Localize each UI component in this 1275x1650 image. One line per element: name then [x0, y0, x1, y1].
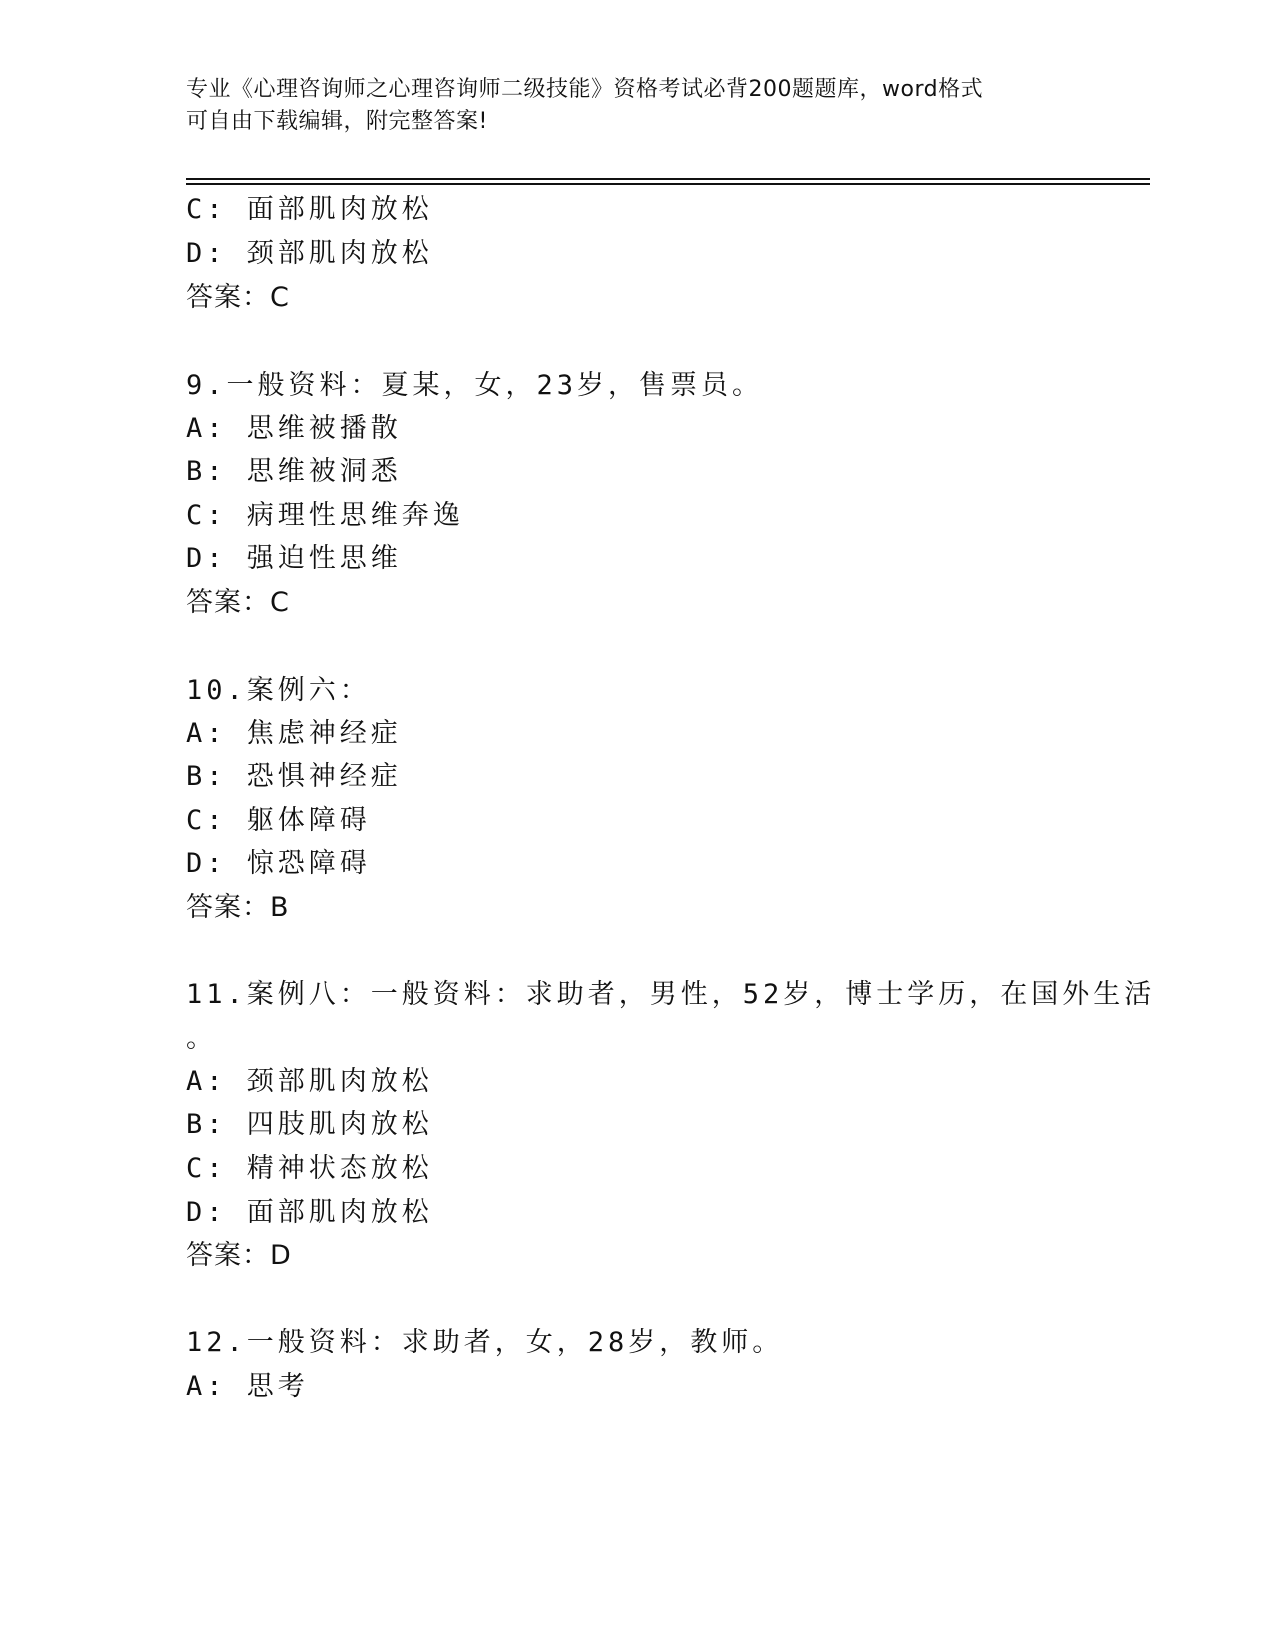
option-label: D: — [186, 1197, 227, 1228]
option-label: B: — [186, 761, 227, 792]
question-stem: 10.案例六： — [186, 675, 371, 706]
option-label: D: — [186, 848, 227, 879]
option-row — [186, 1364, 309, 1403]
question-stem: 12.一般资料：求助者，女，28岁，教师。 — [186, 1327, 784, 1358]
option-text: 思维被洞悉 — [246, 456, 402, 487]
option-row — [186, 1190, 433, 1229]
option-row — [186, 1102, 433, 1141]
option-text: 颈部肌肉放松 — [246, 238, 433, 269]
option-row — [186, 754, 402, 793]
option-label: B: — [186, 456, 227, 487]
option-text: 强迫性思维 — [246, 543, 402, 574]
option-text: 思维被播散 — [246, 413, 402, 444]
header-line-1: 专业《心理咨询师之心理咨询师二级技能》资格考试必背200题题库，word格式 — [186, 77, 984, 102]
option-label: C: — [186, 805, 227, 836]
answer-line: 答案：C — [186, 282, 290, 313]
option-text: 四肢肌肉放松 — [246, 1109, 433, 1140]
option-label: C: — [186, 500, 227, 531]
question-stem: 11.案例八：一般资料：求助者，男性，52岁，博士学历，在国外生活 — [186, 979, 1156, 1010]
option-row — [186, 406, 402, 445]
option-text: 惊恐障碍 — [246, 848, 371, 879]
header-divider-top — [186, 178, 1150, 180]
option-text: 颈部肌肉放松 — [246, 1066, 433, 1097]
option-label: C: — [186, 194, 227, 225]
option-row — [186, 536, 402, 575]
option-row — [186, 493, 464, 532]
option-text: 焦虑神经症 — [246, 718, 402, 749]
option-text: 病理性思维奔逸 — [246, 500, 464, 531]
question-stem: 9.一般资料：夏某，女，23岁，售票员。 — [186, 370, 764, 401]
option-text: 面部肌肉放松 — [246, 194, 433, 225]
option-row — [186, 231, 433, 270]
option-label: C: — [186, 1153, 227, 1184]
answer-line: 答案：B — [186, 892, 290, 923]
option-label: A: — [186, 413, 227, 444]
option-text: 思考 — [246, 1371, 309, 1402]
option-label: D: — [186, 238, 227, 269]
option-text: 面部肌肉放松 — [246, 1197, 433, 1228]
option-row — [186, 798, 371, 837]
option-row — [186, 187, 433, 226]
header-line-2: 可自由下载编辑，附完整答案! — [186, 109, 488, 134]
option-row — [186, 711, 402, 750]
document-header — [186, 74, 1106, 138]
option-text: 精神状态放松 — [246, 1153, 433, 1184]
option-label: B: — [186, 1109, 227, 1140]
option-row — [186, 1059, 433, 1098]
answer-line: 答案：C — [186, 587, 290, 618]
option-label: A: — [186, 1066, 227, 1097]
option-label: D: — [186, 543, 227, 574]
option-label: A: — [186, 718, 227, 749]
option-text: 躯体障碍 — [246, 805, 371, 836]
option-row — [186, 449, 402, 488]
question-stem-continuation: 。 — [186, 1023, 217, 1054]
option-label: A: — [186, 1371, 227, 1402]
option-row — [186, 1146, 433, 1185]
option-text: 恐惧神经症 — [246, 761, 402, 792]
answer-line: 答案：D — [186, 1240, 292, 1271]
header-divider-bottom — [186, 183, 1150, 185]
option-row — [186, 841, 371, 880]
